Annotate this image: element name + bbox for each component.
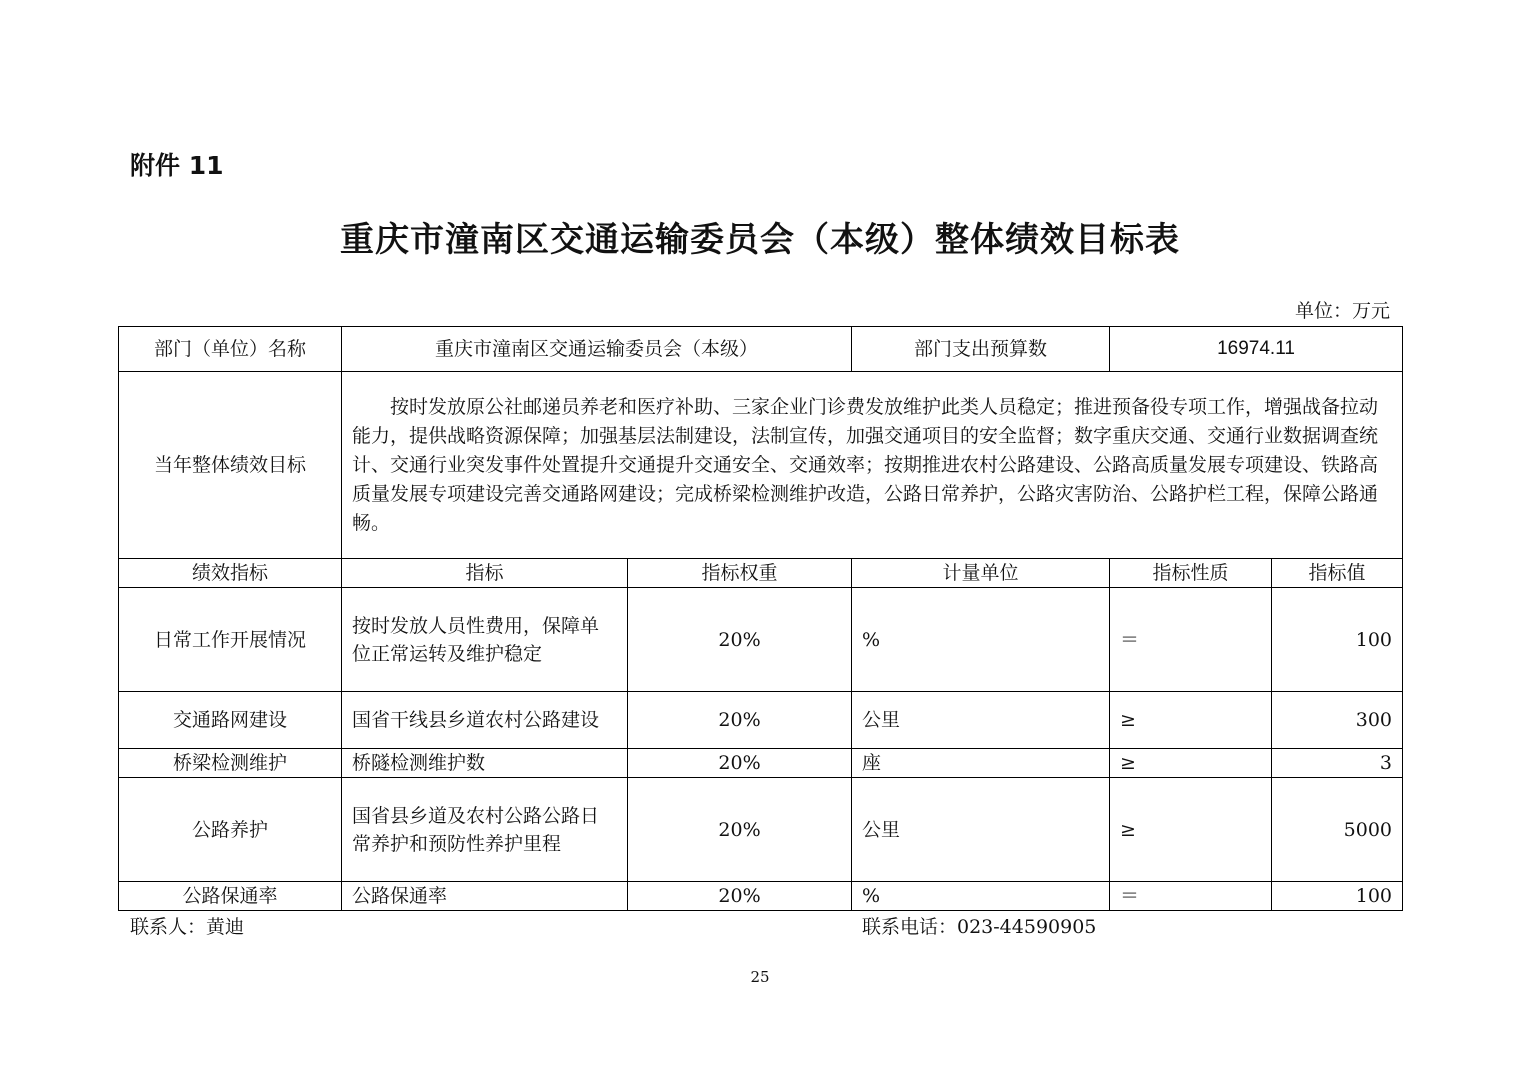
contact-phone: 联系电话：023-44590905 bbox=[862, 916, 1097, 938]
row-nature: ≥ bbox=[1110, 778, 1272, 882]
row-indicator: 国省干线县乡道农村公路建设 bbox=[342, 692, 628, 749]
table-row bbox=[119, 588, 1403, 692]
row-weight: 20% bbox=[628, 749, 852, 778]
page-number: 25 bbox=[750, 968, 770, 986]
row-value: 100 bbox=[1272, 882, 1403, 911]
contact-person: 联系人：黄迪 bbox=[130, 916, 245, 938]
column-header-row bbox=[119, 559, 1403, 588]
table-row bbox=[119, 692, 1403, 749]
row-indicator: 国省县乡道及农村公路公路日常养护和预防性养护里程 bbox=[342, 778, 628, 882]
row-weight: 20% bbox=[628, 778, 852, 882]
col-indicator: 指标 bbox=[342, 559, 628, 588]
row-weight: 20% bbox=[628, 588, 852, 692]
row-value: 300 bbox=[1272, 692, 1403, 749]
goal-text: 按时发放原公社邮递员养老和医疗补助、三家企业门诊费发放维护此类人员稳定；推进预备役专项工作，增强战备拉动能力，提供战略资源保障；加强基层法制建设，法制宣传，加强交通项目的安全监督；数字重庆交通、交通行业数据调查统计、交通行业突发事件处置提升交通提升交通安全、交通效率；按期推进农村公路建设、公路高质量发展专项建设、铁路高质量发展专项建设完善交通路网建设；完成桥梁检测维护改造，公路日常养护，公路灾害防治、公路护栏工程，保障公路通畅。 bbox=[342, 372, 1403, 559]
col-value: 指标值 bbox=[1272, 559, 1403, 588]
dept-name: 重庆市潼南区交通运输委员会（本级） bbox=[342, 327, 852, 372]
row-nature: ≥ bbox=[1110, 692, 1272, 749]
row-indicator: 按时发放人员性费用，保障单位正常运转及维护稳定 bbox=[342, 588, 628, 692]
table-row bbox=[119, 749, 1403, 778]
row-weight: 20% bbox=[628, 692, 852, 749]
row-unit: % bbox=[852, 588, 1110, 692]
goal-label: 当年整体绩效目标 bbox=[119, 372, 342, 559]
performance-table bbox=[118, 326, 1403, 911]
header-row bbox=[119, 327, 1403, 372]
row-indicator: 桥隧检测维护数 bbox=[342, 749, 628, 778]
row-category: 日常工作开展情况 bbox=[119, 588, 342, 692]
row-unit: 座 bbox=[852, 749, 1110, 778]
row-category: 交通路网建设 bbox=[119, 692, 342, 749]
row-nature: ＝ bbox=[1110, 882, 1272, 911]
col-unit: 计量单位 bbox=[852, 559, 1110, 588]
row-value: 5000 bbox=[1272, 778, 1403, 882]
row-unit: 公里 bbox=[852, 778, 1110, 882]
dept-label: 部门（单位）名称 bbox=[119, 327, 342, 372]
attachment-label: 附件 11 bbox=[130, 151, 224, 180]
budget-label: 部门支出预算数 bbox=[852, 327, 1110, 372]
col-nature: 指标性质 bbox=[1110, 559, 1272, 588]
row-unit: 公里 bbox=[852, 692, 1110, 749]
unit-label: 单位：万元 bbox=[1294, 300, 1390, 322]
col-category: 绩效指标 bbox=[119, 559, 342, 588]
row-value: 100 bbox=[1272, 588, 1403, 692]
goal-row bbox=[119, 372, 1403, 559]
row-unit: % bbox=[852, 882, 1110, 911]
row-weight: 20% bbox=[628, 882, 852, 911]
row-category: 公路养护 bbox=[119, 778, 342, 882]
row-category: 公路保通率 bbox=[119, 882, 342, 911]
budget-value: 16974.11 bbox=[1110, 327, 1403, 372]
row-category: 桥梁检测维护 bbox=[119, 749, 342, 778]
row-nature: ＝ bbox=[1110, 588, 1272, 692]
table-row bbox=[119, 882, 1403, 911]
row-nature: ≥ bbox=[1110, 749, 1272, 778]
row-indicator: 公路保通率 bbox=[342, 882, 628, 911]
page-title: 重庆市潼南区交通运输委员会（本级）整体绩效目标表 bbox=[340, 220, 1180, 260]
row-value: 3 bbox=[1272, 749, 1403, 778]
table-row bbox=[119, 778, 1403, 882]
col-weight: 指标权重 bbox=[628, 559, 852, 588]
